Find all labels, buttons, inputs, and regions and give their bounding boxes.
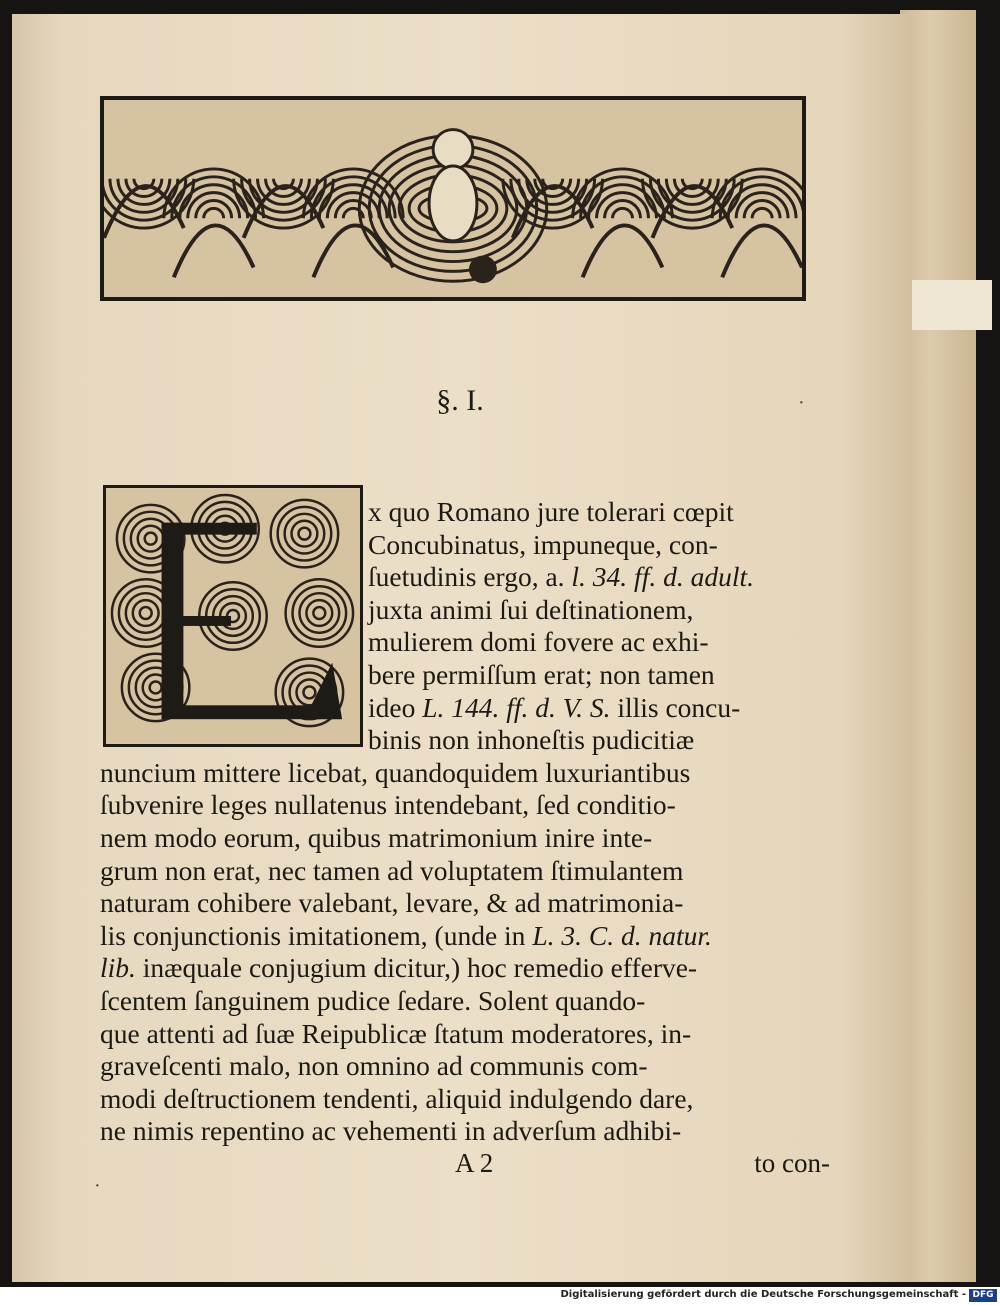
decorated-initial-e [103,485,363,747]
text-line [368,496,828,528]
text-run: juxta animi ſui deſtinationem, [368,593,694,625]
text-run: nem modo eorum, quibus matrimonium inire inte- [100,822,653,853]
digitization-footer [0,1287,1000,1305]
legal-citation: L. 3. C. d. natur. [532,919,712,951]
legal-citation: l. 34. ff. d. adult. [571,561,754,593]
text-line [100,757,828,789]
text-run: naturam cohibere valebant, levare, & ad matrimonia- [100,887,684,919]
text-line [100,1083,828,1115]
text-line [100,985,828,1017]
text-run: ideo [368,691,423,723]
text-run: graveſcenti malo, non omnino ad communis com- [100,1050,648,1082]
text-run: ſuetudinis ergo, a. [368,561,572,593]
margin-smudge: · [798,392,805,414]
signature-mark: A 2 [455,1148,494,1178]
text-run: ſcentem ſanguinem pudice ſedare. Solent quando- [100,985,646,1016]
text-run: bere permiſſum erat; non tamen [368,659,715,690]
text-line [100,1115,828,1147]
text-run: Concubinatus, impuneque, con- [368,528,718,560]
text-run: x quo Romano jure tolerari cœpit [368,496,734,527]
text-run: nuncium mittere licebat, quandoquidem luxuriantibus [100,756,691,788]
woodcut-headpiece [100,96,806,301]
text-line [368,529,828,561]
section-heading: §. I. [436,384,484,417]
text-line [100,920,828,952]
text-line [100,952,828,984]
text-run: inæquale conjugium dicitur,) hoc remedio efferve- [135,952,698,984]
text-line [368,659,828,691]
text-line [368,594,828,626]
text-run: grum non erat, nec tamen ad voluptatem ſtimulantem [100,854,684,886]
text-line [100,887,828,919]
funding-credit: Digitalisierung gefördert durch die Deutsche Forschungsgemeinschaft - [560,1289,966,1300]
text-run: modi deſtructionem tendenti, aliquid indulgendo dare, [100,1082,694,1114]
text-line [368,561,828,593]
text-line [368,724,828,756]
catchword: to con- [754,1148,830,1178]
text-run: illis concu- [610,691,741,723]
text-line [100,1050,828,1082]
text-line [100,1018,828,1050]
legal-citation: L. 144. ff. d. V. S. [422,691,611,723]
text-line [100,822,828,854]
text-line [368,626,828,658]
dfg-logo: DFG [969,1289,997,1302]
text-line [368,692,828,724]
text-line [100,855,828,887]
text-run: binis non inhoneſtis pudicitiæ [368,724,695,756]
margin-smudge: · [94,1175,101,1197]
text-run: que attenti ad ſuæ Reipublicæ ſtatum moderatores, in- [100,1017,692,1049]
text-line [100,789,828,821]
page-foot [100,1148,830,1184]
text-run: ne nimis repentino ac vehementi in adverſum adhibi- [100,1115,682,1147]
text-run: mulierem domi fovere ac exhi- [368,626,709,658]
text-run: ſubvenire leges nullatenus intendebant, ſed conditio- [100,789,676,821]
legal-citation: lib. [100,952,136,984]
paper-tab [900,280,992,330]
text-run: lis conjunctionis imitationem, (unde in [100,919,533,951]
